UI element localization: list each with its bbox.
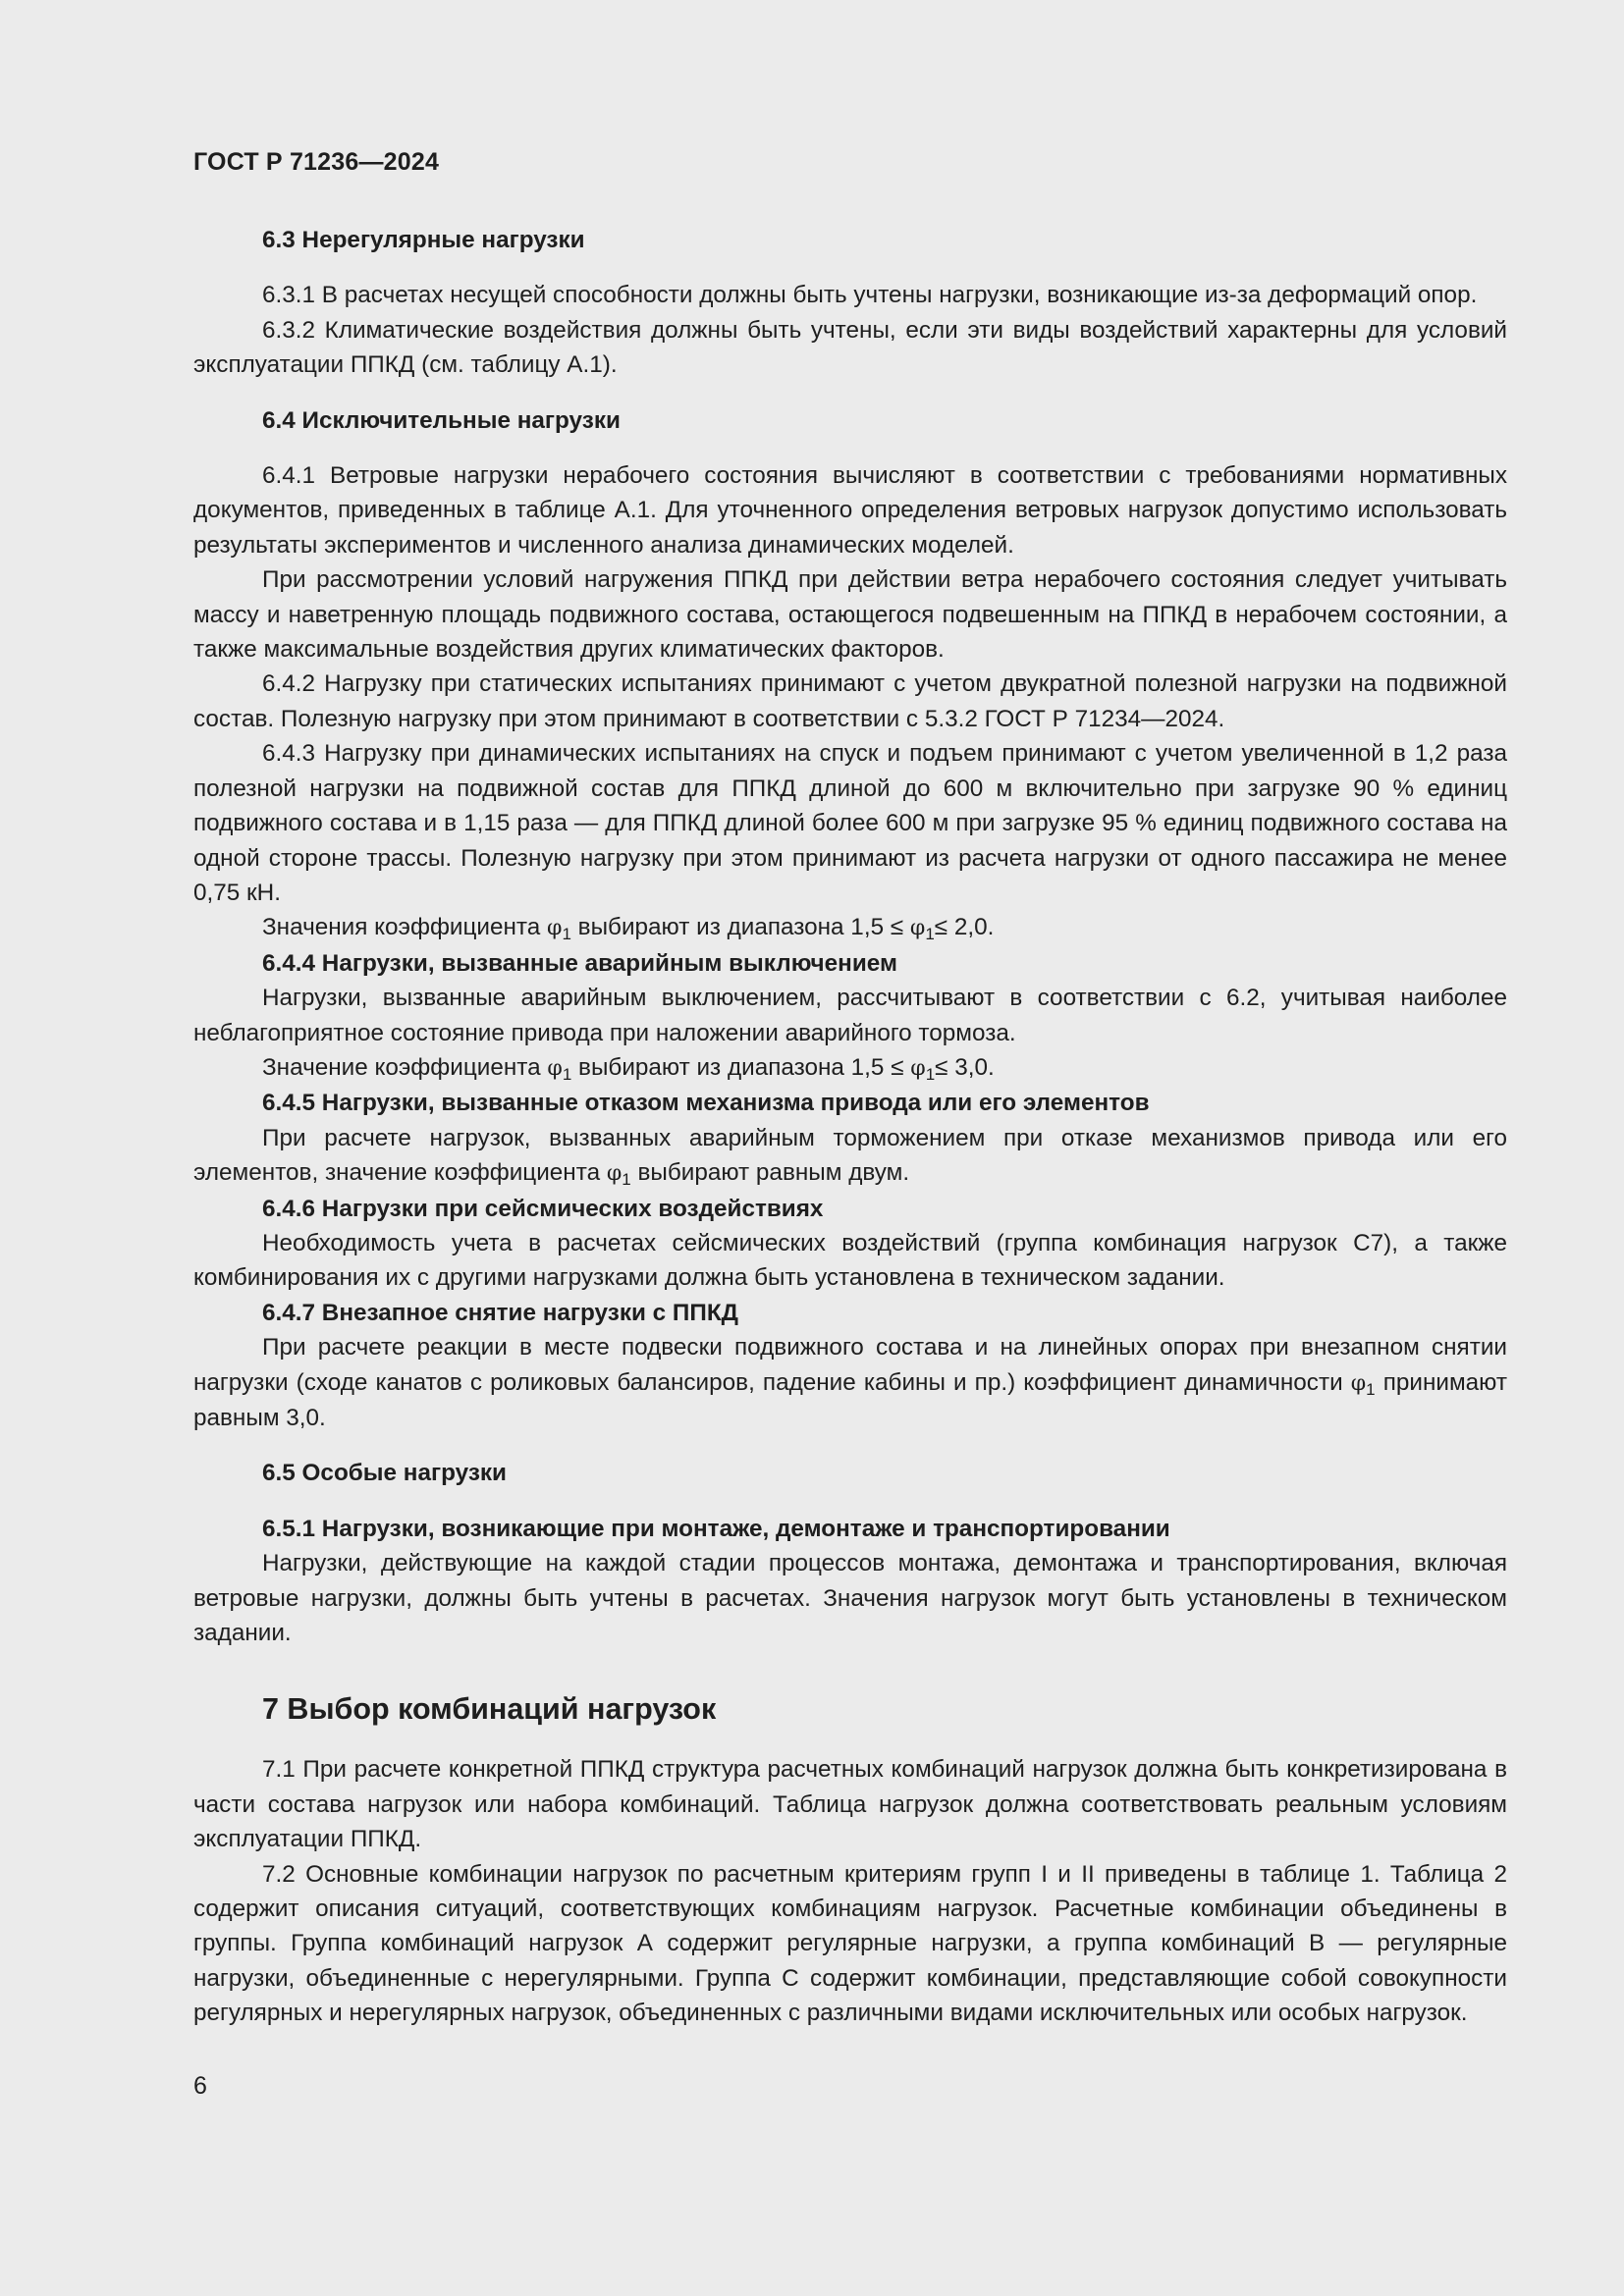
page-number: 6 [193,2072,207,2100]
document-page [193,0,1507,2296]
phi-symbol: φ [910,1055,926,1081]
paragraph-seismic: Необходимость учета в расчетах сейсмических воздействий (группа комбинация нагрузок С7), а также комбинирования их с другими нагрузками должна быть установлена в техническом задании. [193,1229,1507,1292]
paragraph-emergency-shutdown: Нагрузки, вызванные аварийным выключением, рассчитывают в соответствии с 6.2, учитывая наиболее неблагоприятное состояние привода при наложении аварийного тормоза. [193,985,1507,1046]
paragraph-phi-range-3 [193,1050,1507,1086]
paragraph-drive-failure [193,1121,1507,1192]
text-fragment: ≤ 2,0. [934,914,995,941]
text-fragment: При расчете реакции в месте подвески подвижного состава и на линейных опорах при внезапном снятии нагрузки (сходе канатов с роликовых балансиров, падение кабины и пр.) коэффициент динамичности [193,1334,1507,1396]
text-fragment: При расчете нагрузок, вызванных аварийным торможением при отказе механизмов привода или его элементов, значение коэффициента [193,1124,1507,1187]
heading-6-4-4: 6.4.4 Нагрузки, вызванные аварийным выключением [262,949,897,977]
text-fragment: принимают равным 3,0. [193,1368,1507,1431]
text-fragment: ≤ 3,0. [935,1053,995,1081]
text-fragment: Значения коэффициента [262,914,548,941]
heading-6-4-5: 6.4.5 Нагрузки, вызванные отказом механизма привода или его элементов [262,1090,1150,1117]
paragraph-6-4-3: 6.4.3 Нагрузку при динамических испытаниях на спуск и подъем принимают с учетом увеличенной в 1,2 раза полезной нагрузки на подвижной состав для ППКД длиной до 600 м включительно при загрузке 90 % единиц подвижного состава и в 1,15 раза — для ППКД длиной более 600 м при загрузке 95 % единиц подвижного состава на одной стороне трассы. Полезную нагрузку при этом принимают из расчета нагрузки от одного пассажира не менее 0,75 кН. [193,740,1507,906]
phi-symbol: φ [547,1055,563,1081]
paragraph-6-4-2: 6.4.2 Нагрузку при статических испытаниях принимают с учетом двукратной полезной нагрузки на подвижной состав. Полезную нагрузку при этом принимают в соответствии с 5.3.2 ГОСТ Р 71234—2024. [193,670,1507,732]
section-7-heading: 7 Выбор комбинаций нагрузок [262,1692,717,1727]
subscript-1: 1 [1366,1379,1376,1399]
paragraph-6-4-1: 6.4.1 Ветровые нагрузки нерабочего состояния вычисляют в соответствии с требованиями нормативных документов, приведенных в таблице А.1. Для уточненного определения ветровых нагрузок допустимо использовать результаты экспериментов и численного анализа динамических моделей. [193,462,1507,559]
paragraph-installation-loads: Нагрузки, действующие на каждой стадии процессов монтажа, демонтажа и транспортирования, включая ветровые нагрузки, должны быть учтены в расчетах. Значения нагрузок могут быть установлены в техническом задании. [193,1550,1507,1647]
heading-6-4-7: 6.4.7 Внезапное снятие нагрузки с ППКД [262,1299,738,1326]
paragraph-6-3-2: 6.3.2 Климатические воздействия должны быть учтены, если эти виды воздействий характерны для условий эксплуатации ППКД (см. таблицу А.1). [193,316,1507,379]
subscript-1: 1 [925,925,935,944]
paragraph-phi-range-2 [193,910,1507,945]
heading-6-4-6: 6.4.6 Нагрузки при сейсмических воздействиях [262,1195,824,1222]
subscript-1: 1 [562,1064,572,1084]
text-fragment: выбирают равным двум. [630,1159,910,1187]
text-fragment: выбирают из диапазона 1,5 ≤ [571,1053,911,1081]
section-6-4-heading: 6.4 Исключительные нагрузки [262,406,621,434]
paragraph-6-3-1: 6.3.1 В расчетах несущей способности должны быть учтены нагрузки, возникающие из-за деформаций опор. [262,282,1478,309]
paragraph-sudden-unloading [193,1330,1507,1435]
paragraph-7-1: 7.1 При расчете конкретной ППКД структура расчетных комбинаций нагрузок должна быть конкретизирована в части состава нагрузок или набора комбинаций. Таблица нагрузок должна соответствовать реальным условиям эксплуатации ППКД. [193,1756,1507,1853]
page-content [193,223,1507,2031]
phi-symbol: φ [909,916,926,941]
standard-designation: ГОСТ Р 71236—2024 [193,148,440,176]
paragraph-7-2: 7.2 Основные комбинации нагрузок по расчетным критериям групп I и II приведены в таблице 1. Таблица 2 содержит описания ситуаций, соответствующих комбинациям нагрузок. Расчетные комбинации объединены в группы. Группа комбинаций нагрузок А содержит регулярные нагрузки, а группа комбинаций В — регулярные нагрузки, объединенные с нерегулярными. Группа С содержит комбинации, представляющие собой совокупности регулярных и нерегулярных нагрузок, объединенных с различными видами исключительных или особых нагрузок. [193,1860,1507,2027]
heading-6-5-1: 6.5.1 Нагрузки, возникающие при монтаже, демонтаже и транспортировании [262,1515,1170,1542]
phi-symbol: φ [1350,1370,1367,1396]
subscript-1: 1 [562,925,571,944]
section-6-5-heading: 6.5 Особые нагрузки [262,1460,507,1487]
text-fragment: Значение коэффициента [262,1053,548,1081]
text-fragment: выбирают из диапазона 1,5 ≤ [570,914,910,941]
phi-symbol: φ [606,1161,623,1187]
subscript-1: 1 [925,1064,936,1084]
phi-symbol: φ [547,916,563,941]
paragraph-wind-conditions: При рассмотрении условий нагружения ППКД при действии ветра нерабочего состояния следует учитывать массу и наветренную площадь подвижного состава, остающегося подвешенным на ППКД в нерабочем состоянии, а также максимальные воздействия других климатических факторов. [193,566,1507,664]
section-6-3-heading: 6.3 Нерегулярные нагрузки [262,227,585,253]
subscript-1: 1 [622,1170,631,1190]
